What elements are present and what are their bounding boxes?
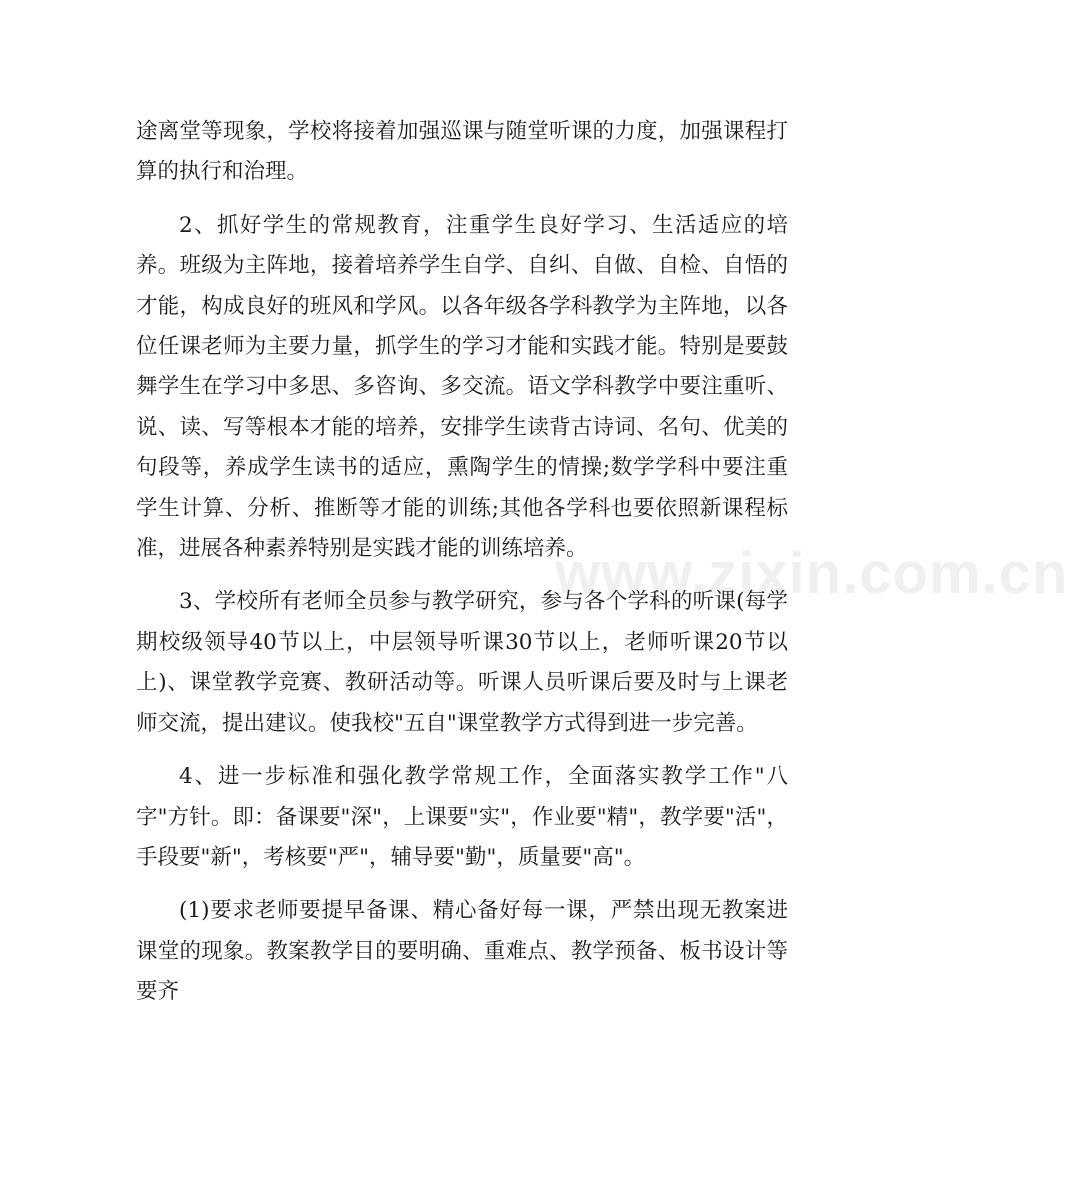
paragraph-item-3: 3、学校所有老师全员参与教学研究，参与各个学科的听课(每学期校级领导40节以上，中层领导听课30节以上，老师听课20节以上)、课堂教学竞赛、教研活动等。听课人员听课后要及时与上课老师交流，提出建议。使我校"五自"课堂教学方式得到进一步完善。: [136, 589, 788, 736]
paragraph-item-2: 2、抓好学生的常规教育，注重学生良好学习、生活适应的培养。班级为主阵地，接着培养学生自学、自纠、自做、自检、自悟的才能，构成良好的班风和学风。以各年级各学科教学为主阵地，以各位任课老师为主要力量，抓学生的学习才能和实践才能。特别是要鼓舞学生在学习中多思、多咨询、多交流。语文学科教学中要注重听、说、读、写等根本才能的培养，安排学生读背古诗词、名句、优美的句段等，养成学生读书的适应，熏陶学生的情操;数学学科中要注重学生计算、分析、推断等才能的训练;其他各学科也要依照新课程标准，进展各种素养特别是实践才能的训练培养。: [136, 212, 788, 562]
paragraph-item-4: 4、进一步标准和强化教学常规工作，全面落实教学工作"八字"方针。即：备课要"深"，上课要"实"，作业要"精"，教学要"活"，手段要"新"，考核要"严"，辅导要"勤"，质量要"高"。: [136, 764, 788, 870]
watermark: www.zixin.com.cn: [555, 541, 1068, 606]
paragraph-subitem-1: (1)要求老师要提早备课、精心备好每一课，严禁出现无教案进课堂的现象。教案教学目的要明确、重难点、教学预备、板书设计等要齐: [136, 898, 788, 1005]
document-body: [136, 112, 788, 1013]
paragraph-continuation: 途离堂等现象，学校将接着加强巡课与随堂听课的力度，加强课程打算的执行和治理。: [136, 119, 788, 185]
